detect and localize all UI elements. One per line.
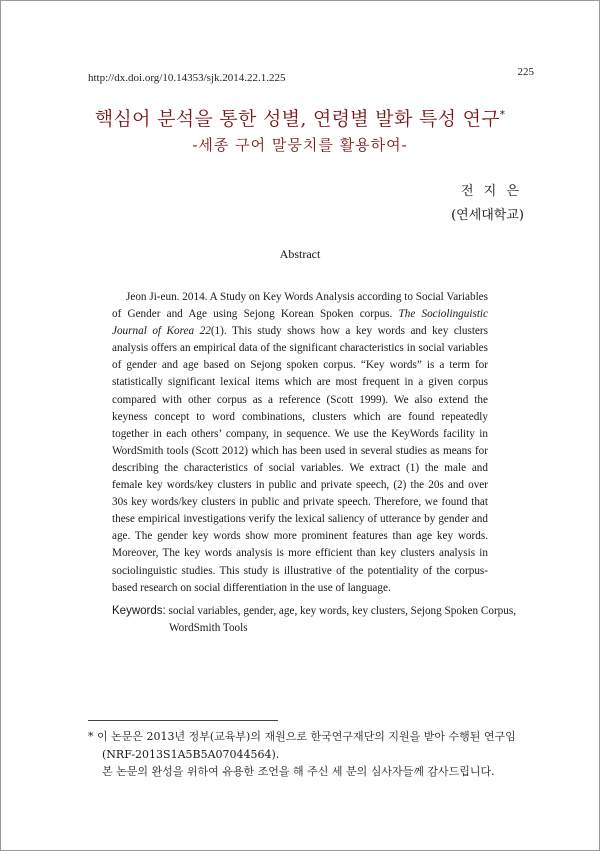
page-number: 225: [517, 66, 534, 78]
keywords-label: Keywords:: [112, 605, 166, 617]
journal-name: The Sociolinguistic Journal of Korea 22: [112, 308, 488, 338]
author-name: 전 지 은: [461, 184, 522, 199]
footnote-acknowledgement: 본 논문의 완성을 위하여 유용한 조언을 해 주신 세 분의 심사자들께 감사드립니다.: [102, 765, 495, 778]
footnote-divider: [88, 720, 278, 721]
keywords-list: social variables, gender, age, key words, key clusters, Sejong Spoken Corpus, WordSmith Tools: [168, 605, 517, 635]
title-footnote-mark: *: [499, 109, 506, 121]
footnote: [88, 728, 528, 781]
abstract-heading: Abstract: [279, 247, 321, 261]
keywords-block: [112, 603, 545, 637]
title-text: 핵심어 분석을 통한 성별, 연령별 발화 특성 연구: [94, 108, 500, 130]
author-affiliation: (연세대학교): [451, 208, 524, 223]
doi-link[interactable]: http://dx.doi.org/10.14353/sjk.2014.22.1.225: [88, 72, 286, 84]
abstract-body: [112, 289, 488, 597]
paper-title: [0, 104, 600, 131]
paper-subtitle: -세종 구어 말뭉치를 활용하여-: [192, 136, 408, 154]
footnote-funding: * 이 논문은 2013년 정부(교육부)의 재원으로 한국연구재단의 지원을 받아 수행된 연구임 (NRF-2013S1A5B5A07044564).: [88, 730, 516, 761]
abstract-text: (1). This study shows how a key words and key clusters analysis offers an empirical data of the significant characteristics in social variables of gender and age based on Sejong spoken corpus. “Key words” is a term for statistically significant lexical items which are most frequent in a given corpus compared with other corpus as a reference (Scott 1999). We also extend the keyness concept to word combinations, clusters which are found repeatedly together in each others’ company, in sequence. We use the KeyWords facility in WordSmith tools (Scott 2012) which has been used in several studies as means for describing the characteristics of social variables. We extract (1) the male and female key words/key clusters in public and private speech, (2) the 20s and over 30s key words/key clusters in public and private speech. Therefore, we found that these empirical investigations verify the lexical saliency of utterance by gender and age. The gender key words show more prominent features than age key words. Moreover, The key words analysis is more efficient than key clusters analysis in sociolinguistic studies. This study is illustrative of the potentiality of the corpus-based research on social differentiation in the use of language.: [112, 325, 488, 594]
abstract-citation: Jeon Ji-eun. 2014. A Study on Key Words Analysis according to Social Variables of Gender and Age using Sejong Korean Spoken corpus.: [112, 291, 488, 321]
